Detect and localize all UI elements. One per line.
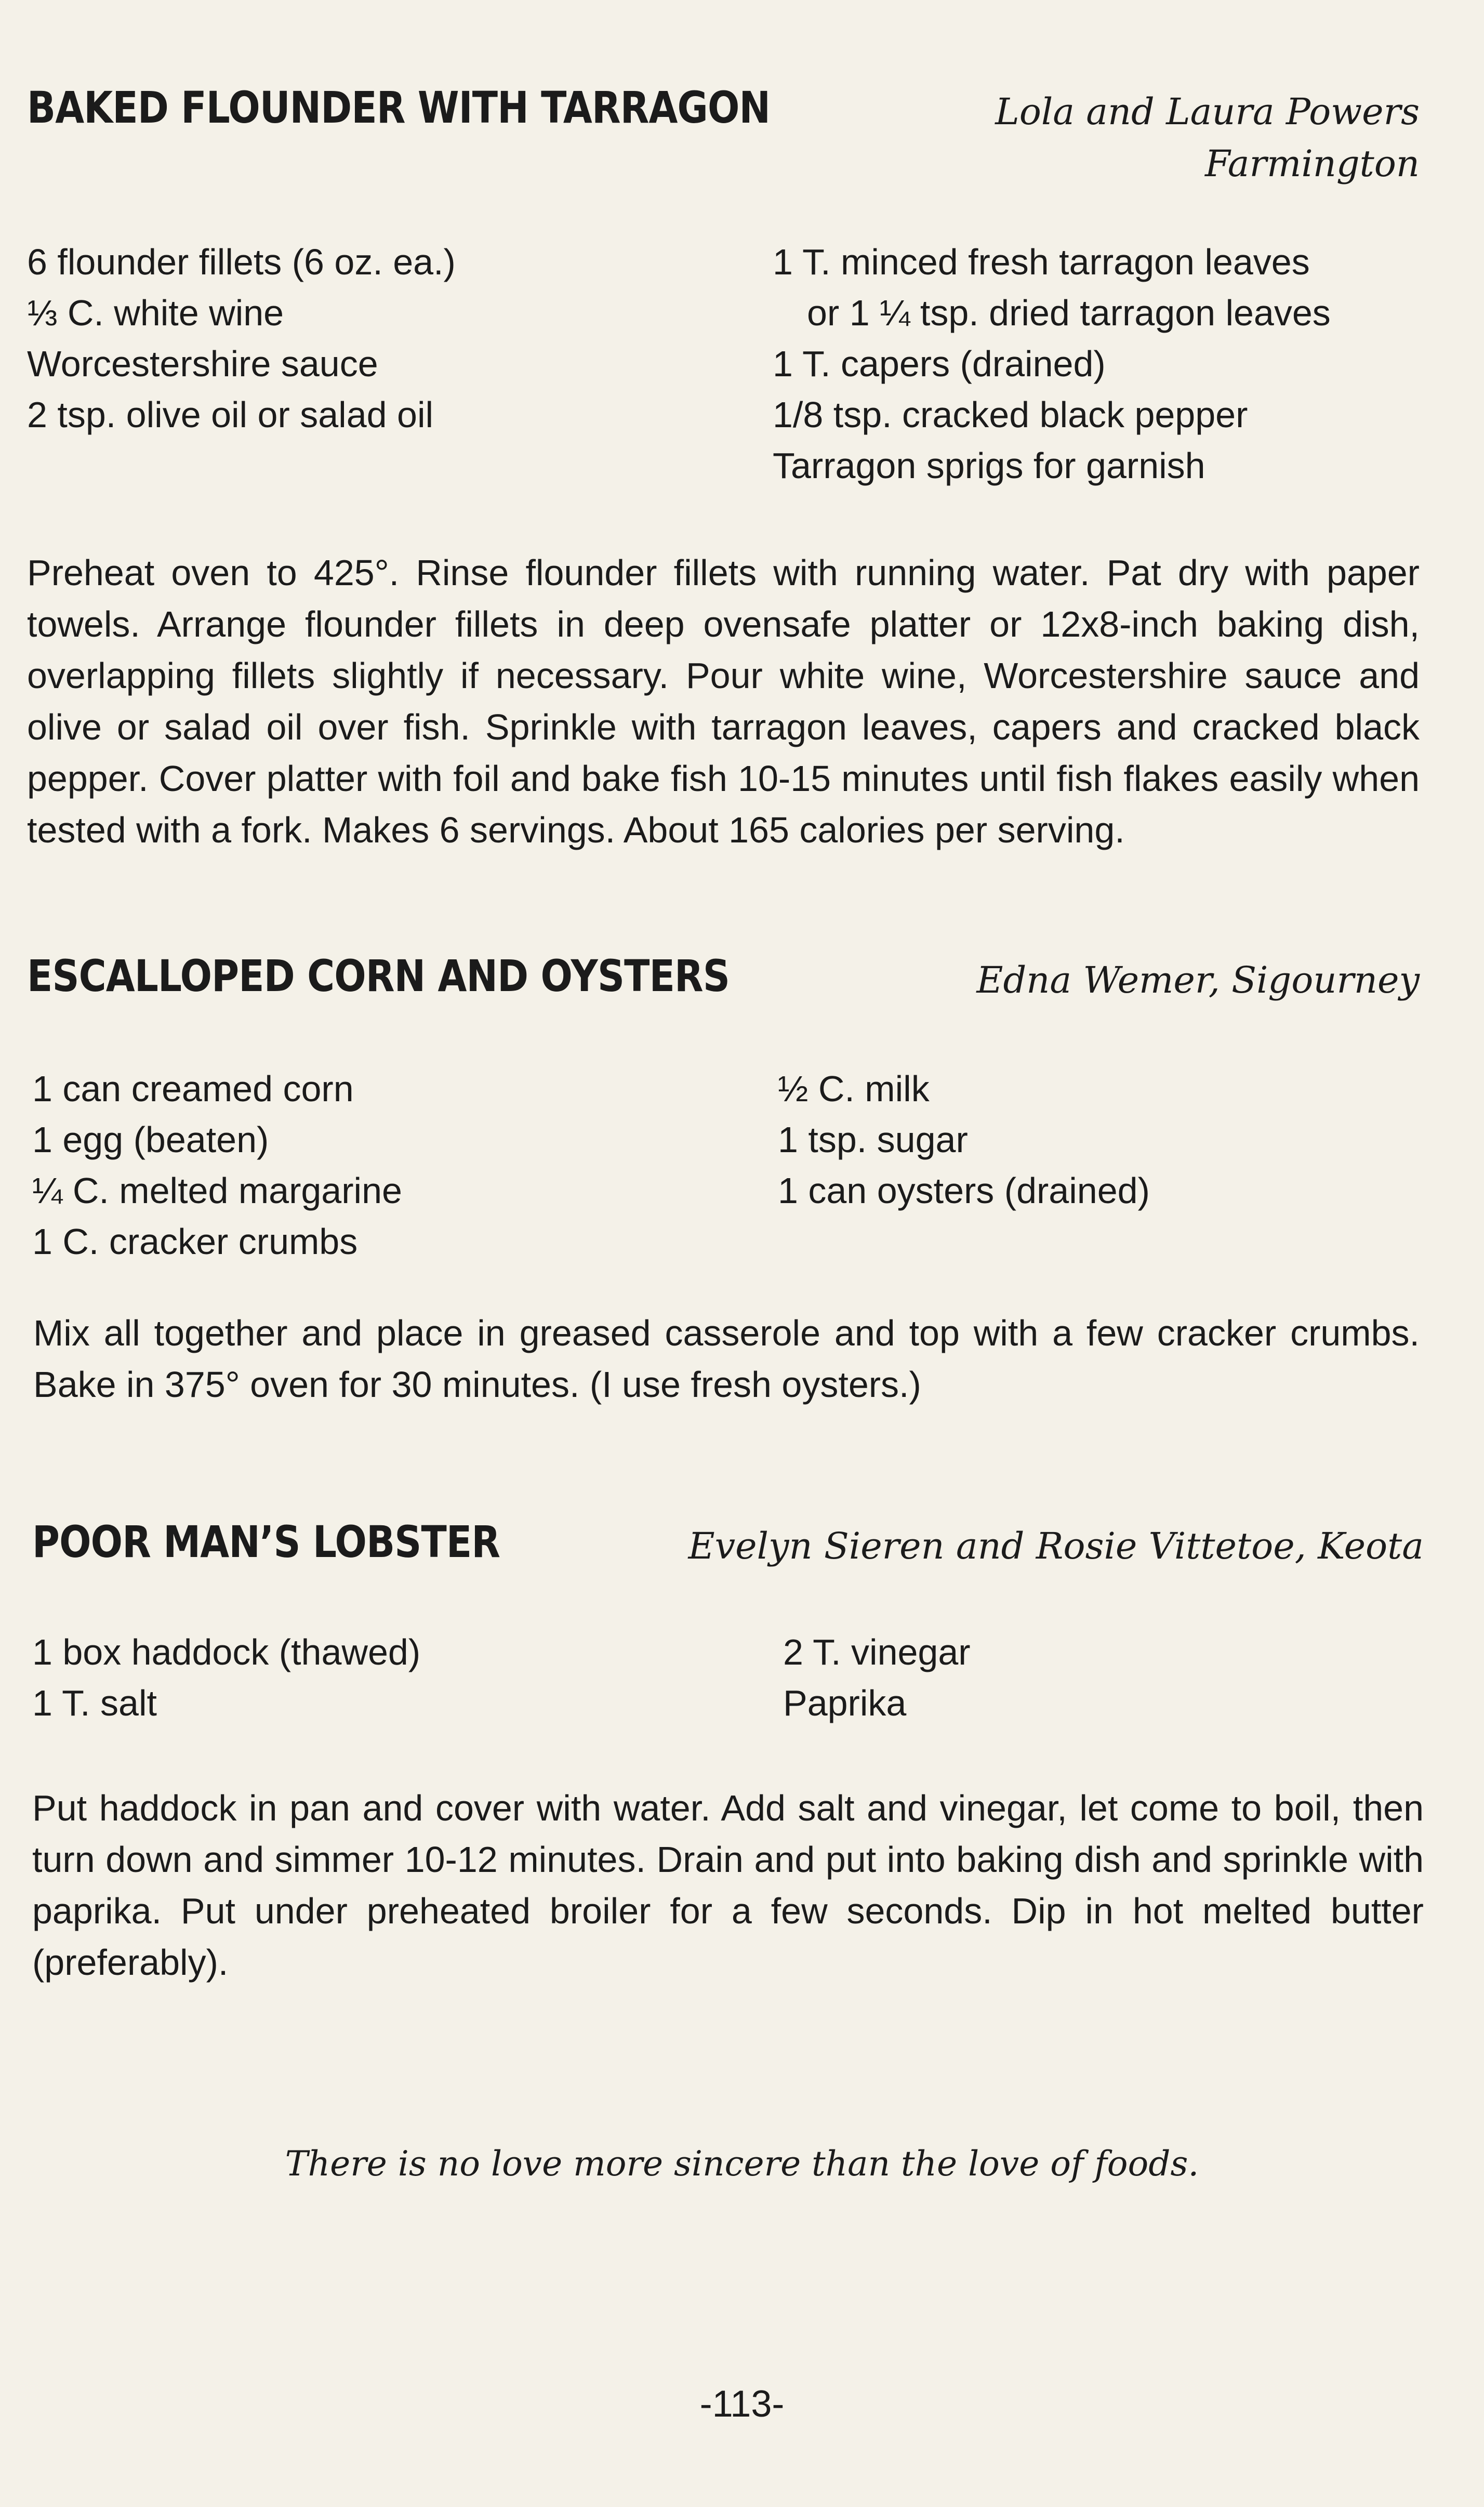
recipe-title: ESCALLOPED CORN AND OYSTERS (27, 951, 730, 1001)
recipe-directions: Put haddock in pan and cover with water. Add salt and vinegar, let come to boil, then turn down and simmer 10-12 minutes. Drain and put into baking dish and sprinkle with paprika. Put under preheated broiler for a few seconds. Dip in hot melted butter (preferably). (32, 1788, 1424, 1983)
ingredients-right (778, 1063, 1150, 1216)
ingredients-left (32, 1063, 402, 1267)
author-names: Lola and Laura Powers (995, 90, 1420, 133)
ingredient-item: or 1 ¼ tsp. dried tarragon leaves (807, 293, 1331, 333)
ingredient-item: 1 can creamed corn (32, 1068, 354, 1109)
recipe-baked-flounder (27, 82, 1420, 865)
ingredients-right (773, 236, 1331, 491)
ingredient-item: 1 can oysters (drained) (778, 1170, 1150, 1211)
recipe-escalloped-corn (27, 951, 1420, 1422)
ingredient-item: 1 C. cracker crumbs (32, 1221, 358, 1262)
ingredient-item: 1 T. minced fresh tarragon leaves (773, 242, 1310, 282)
ingredient-item: 1 tsp. sugar (778, 1119, 968, 1160)
ingredient-item: Worcestershire sauce (27, 344, 378, 384)
author-town: Farmington (1204, 142, 1420, 185)
ingredient-item: 1 box haddock (thawed) (32, 1632, 421, 1672)
recipe-directions: Preheat oven to 425°. Rinse flounder fillets with running water. Pat dry with paper towels. Arrange flounder fillets in deep ovensafe platter or 12x8-inch baking dish, overlapping fillets slightly if necessary. Pour white wine, Worcestershire sauce and olive or salad oil over fish. Sprinkle with tarragon leaves, capers and cracked black pepper. Cover platter with foil and bake fish 10-15 minutes until fish flakes easily when tested with a fork. Makes 6 servings. About 165 calories per serving. (27, 552, 1420, 850)
author-names: Evelyn Sieren and Rosie Vittetoe, Keota (688, 1525, 1424, 1567)
ingredients-right (783, 1627, 971, 1728)
recipe-poor-mans-lobster (32, 1516, 1424, 1988)
recipe-author (976, 954, 1420, 1006)
recipe-author (995, 86, 1420, 190)
ingredient-item: ½ C. milk (778, 1068, 930, 1109)
closing-quote: There is no love more sincere than the love of foods. (285, 2144, 1199, 2184)
recipe-directions: Mix all together and place in greased casserole and top with a few cracker crumbs. Bake in 375° oven for 30 minutes. (I use fresh oysters.) (33, 1313, 1420, 1405)
recipe-title: POOR MAN’S LOBSTER (32, 1516, 500, 1567)
ingredient-item: 6 flounder fillets (6 oz. ea.) (27, 242, 456, 282)
ingredients-left (27, 236, 456, 440)
ingredient-item: 2 T. vinegar (783, 1632, 971, 1672)
ingredient-item: 1/8 tsp. cracked black pepper (773, 394, 1248, 435)
ingredient-item: Paprika (783, 1683, 907, 1723)
ingredient-item: Tarragon sprigs for garnish (773, 445, 1205, 486)
page-number: -113- (699, 2383, 785, 2425)
ingredient-item: ¼ C. melted margarine (32, 1170, 402, 1211)
ingredient-item: 1 T. capers (drained) (773, 344, 1106, 384)
ingredient-item: 1 egg (beaten) (32, 1119, 269, 1160)
ingredient-item: 2 tsp. olive oil or salad oil (27, 394, 434, 435)
ingredients-left (32, 1627, 420, 1728)
author-names: Edna Wemer, Sigourney (976, 959, 1420, 1001)
recipe-title: BAKED FLOUNDER WITH TARRAGON (27, 82, 771, 133)
recipe-author (688, 1520, 1424, 1572)
ingredient-item: 1 T. salt (32, 1683, 157, 1723)
ingredient-item: ⅓ C. white wine (27, 293, 284, 333)
